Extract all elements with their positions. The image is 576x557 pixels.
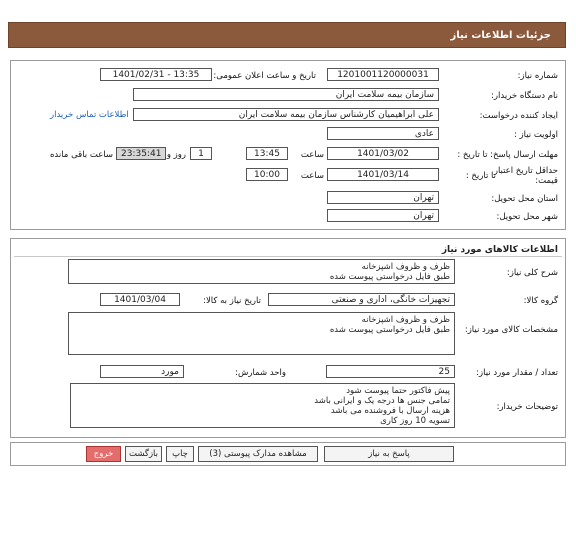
min-validity-time-label: ساعت [300, 171, 324, 181]
goods-group-field: تجهیزات خانگی، اداری و صنعتی [268, 293, 455, 306]
request-creator-field: علی ابراهیمیان کارشناس سازمان بیمه سلامت ایران [133, 108, 439, 121]
buyer-contact-link[interactable]: اطلاعات تماس خریدار [50, 110, 129, 120]
view-attachments-button[interactable]: مشاهده مدارک پیوستی (3) [198, 446, 318, 462]
priority-label: اولویت نیاز : [513, 130, 558, 140]
need-number-field: 1201001120000031 [327, 68, 439, 81]
need-number-label: شماره نیاز: [517, 71, 558, 81]
need-date-field: 1401/03/04 [100, 293, 180, 306]
priority-field: عادی [327, 127, 439, 140]
announce-datetime-label: تاریخ و ساعت اعلان عمومی: [213, 71, 316, 81]
general-desc-label: شرح کلی نیاز: [506, 268, 558, 278]
min-validity-date-label: تا تاریخ : [465, 171, 496, 181]
min-validity-label: حداقل تاریخ اعتبار [493, 166, 558, 176]
exit-button[interactable]: خروج [86, 446, 121, 462]
remaining-days-field: 1 [190, 147, 212, 160]
delivery-province-label: استان محل تحویل: [491, 194, 558, 204]
remaining-days-label: روز و [166, 150, 186, 160]
goods-section-divider [14, 256, 562, 257]
min-validity-label-2: قیمت: [535, 176, 558, 186]
quantity-label: تعداد / مقدار مورد نیاز: [476, 368, 558, 378]
reply-deadline-date-field: 1401/03/02 [327, 147, 439, 160]
reply-deadline-time-label: ساعت [300, 150, 324, 160]
buyer-notes-field: پیش فاکتور حتما پیوست شود تمامی جنس ها درجه یک و ایرانی باشد هزینه ارسال با فروشنده می باشد تسویه 10 روز کاری [70, 383, 455, 428]
reply-deadline-time-field: 13:45 [246, 147, 288, 160]
goods-spec-label: مشخصات کالای مورد نیاز: [464, 325, 558, 335]
announce-datetime-field: 1401/02/31 - 13:35 [100, 68, 212, 81]
delivery-city-label: شهر محل تحویل: [496, 212, 558, 222]
goods-section-title: اطلاعات کالاهای مورد نیاز [441, 245, 558, 255]
goods-group-label: گروه کالا: [523, 296, 558, 306]
goods-spec-field: ظرف و ظروف اشپزخانه طبق فایل درخواستی پیوست شده [68, 312, 455, 355]
general-desc-field: ظرف و ظروف اشپزخانه طبق فایل درخواستی پیوست شده [68, 259, 455, 284]
request-creator-label: ایجاد کننده درخواست: [479, 111, 558, 121]
unit-label: واحد شمارش: [235, 368, 286, 378]
print-button[interactable]: چاپ [166, 446, 194, 462]
unit-field: مورد [100, 365, 184, 378]
delivery-city-field: تهران [327, 209, 439, 222]
reply-deadline-label: مهلت ارسال پاسخ: تا تاریخ : [457, 150, 558, 160]
need-info-panel [10, 60, 566, 230]
reply-to-need-button[interactable]: پاسخ به نیاز [324, 446, 454, 462]
need-date-label: تاریخ نیاز به کالا: [203, 296, 261, 306]
remaining-time-label: ساعت باقی مانده [49, 150, 113, 160]
buyer-notes-label: توضیحات خریدار: [496, 402, 558, 412]
min-validity-time-field: 10:00 [246, 168, 288, 181]
page-header [8, 22, 566, 48]
quantity-field: 25 [326, 365, 455, 378]
page-title: جزئیات اطلاعات نیاز [450, 30, 551, 41]
buyer-org-field: سازمان بیمه سلامت ایران [133, 88, 439, 101]
remaining-time-field: 23:35:41 [116, 147, 166, 160]
buyer-org-label: نام دستگاه خریدار: [491, 91, 558, 101]
min-validity-date-field: 1401/03/14 [327, 168, 439, 181]
back-button[interactable]: بازگشت [125, 446, 162, 462]
delivery-province-field: تهران [327, 191, 439, 204]
